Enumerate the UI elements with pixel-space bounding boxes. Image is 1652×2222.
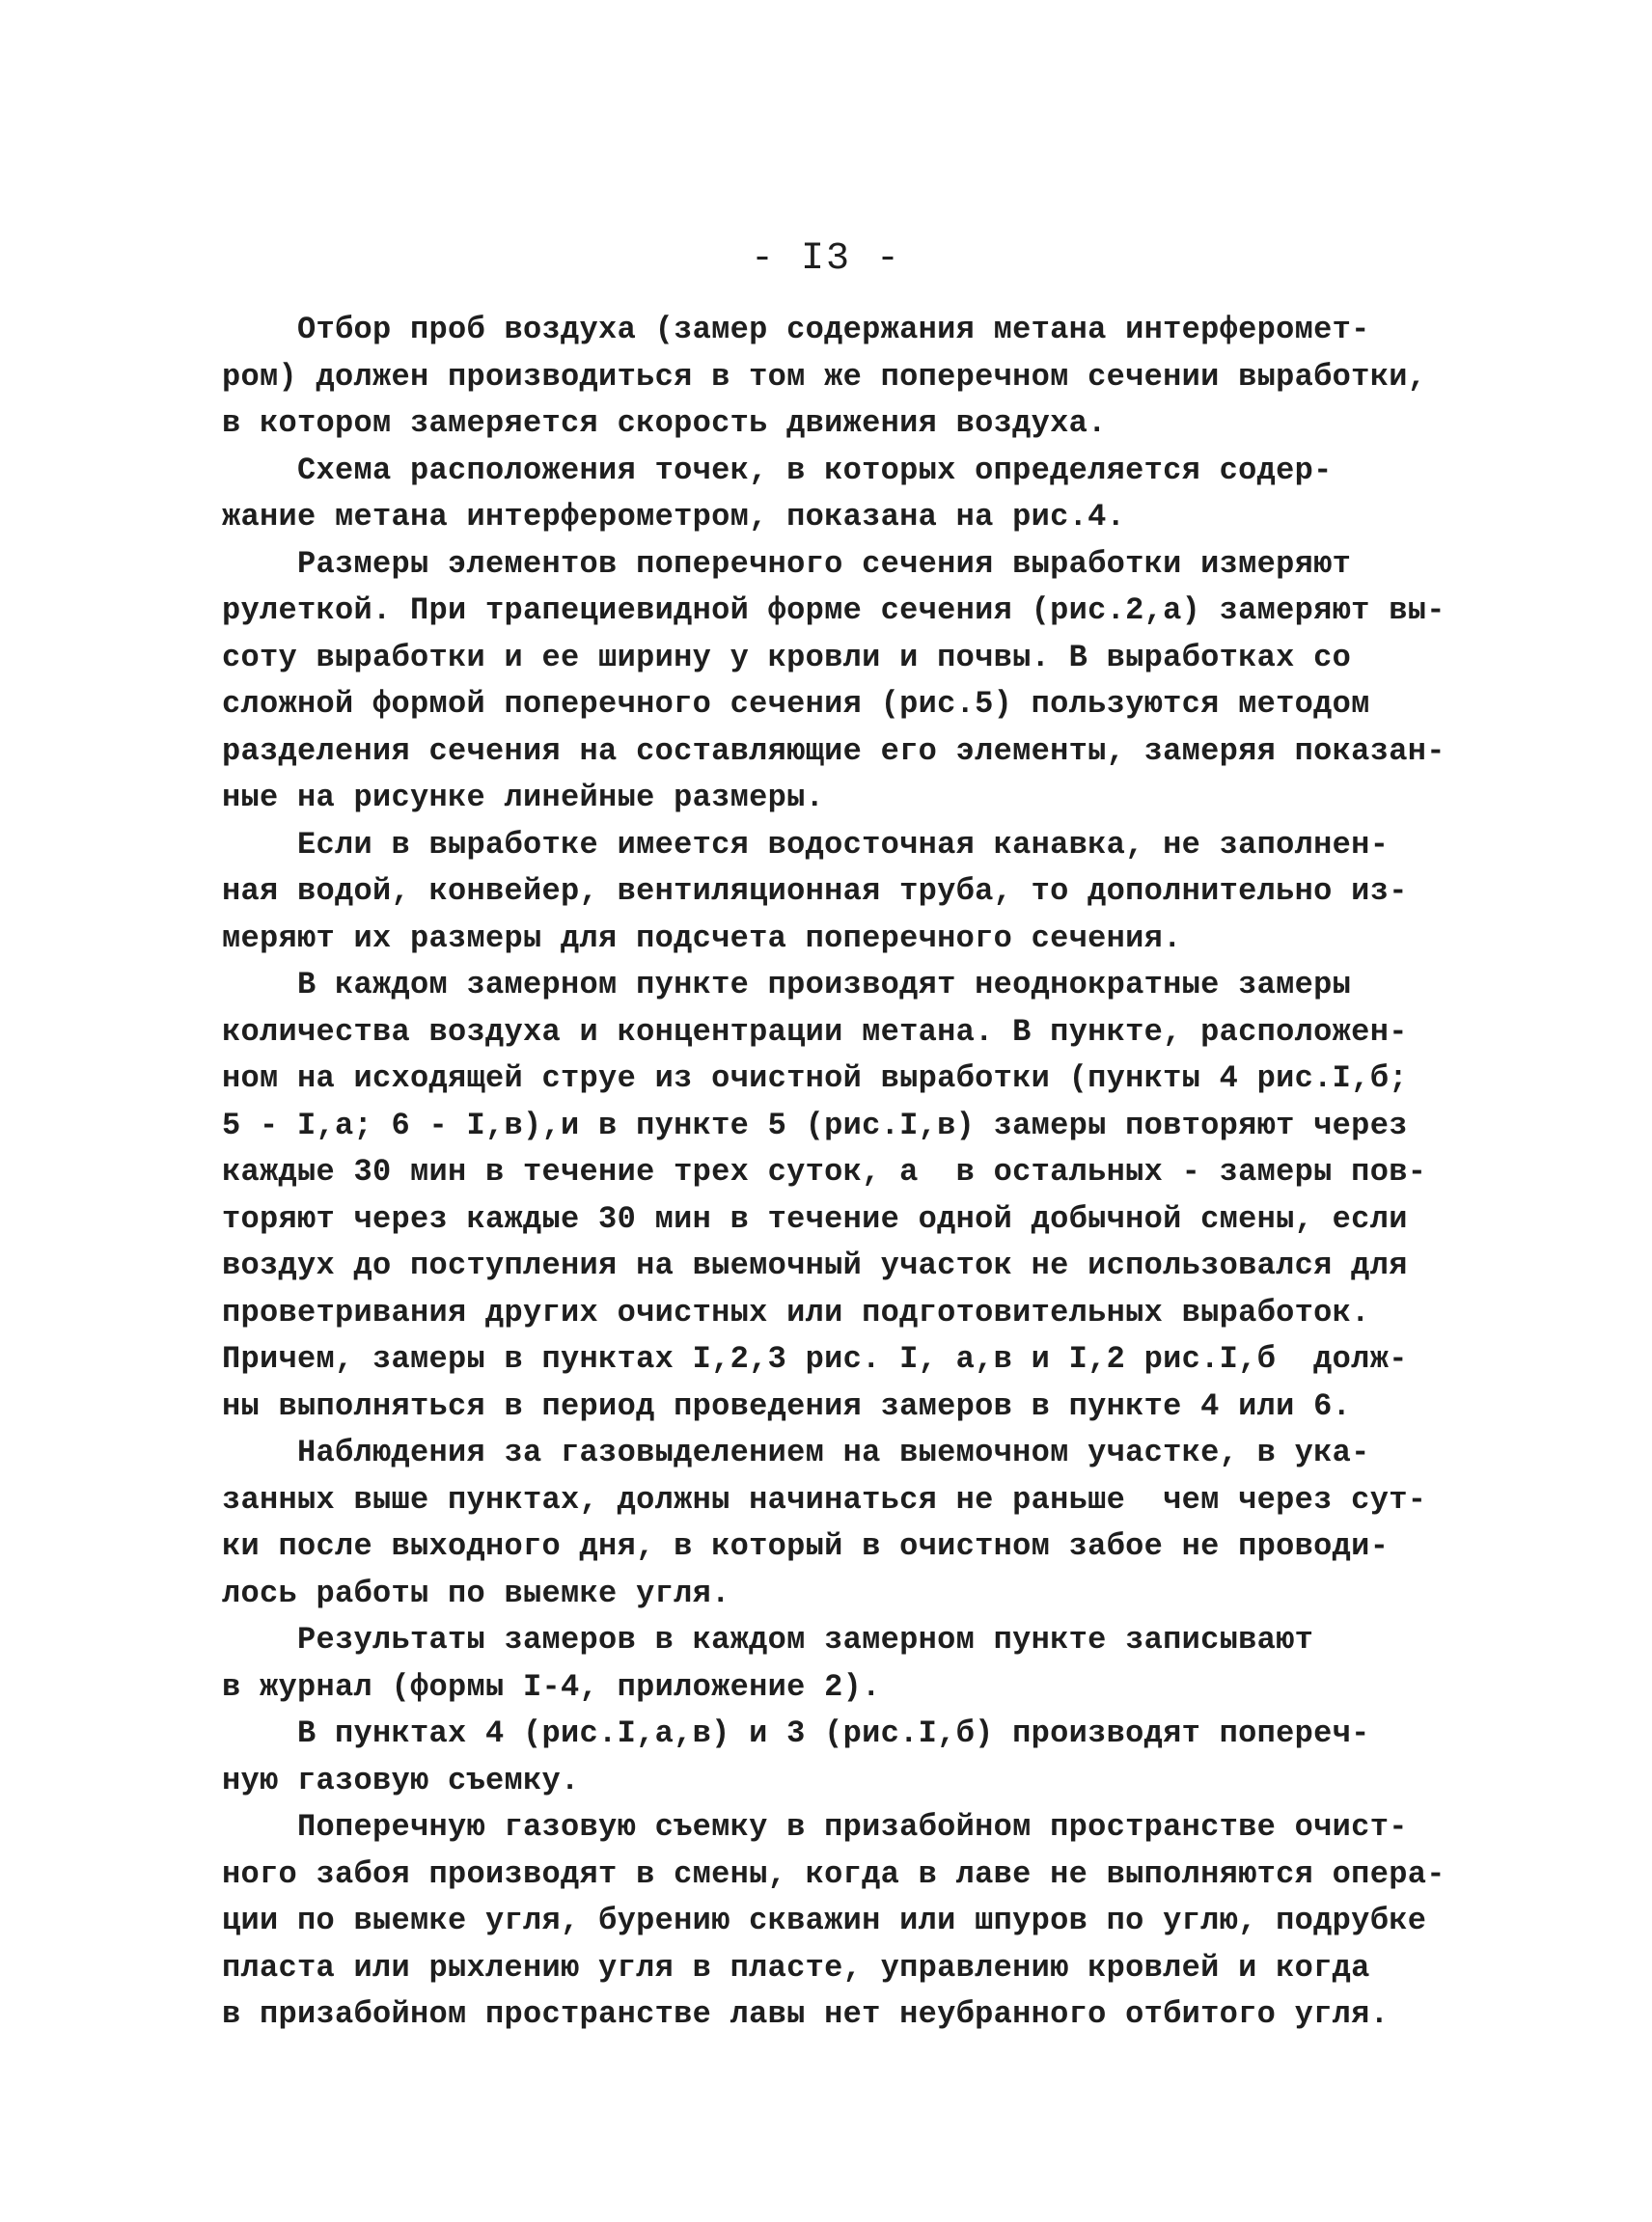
text-line: количества воздуха и концентрации метана. В пункте, расположен- xyxy=(222,1013,1408,1050)
text-line: В каждом замерном пункте производят неоднократные замеры xyxy=(222,967,1352,1002)
text-line: сложной формой поперечного сечения (рис.5) пользуются методом xyxy=(222,686,1370,722)
text-line: воздух до поступления на выемочный участок не использовался для xyxy=(222,1248,1408,1283)
text-line: лось работы по выемке угля. xyxy=(222,1575,730,1611)
text-line: торяют через каждые 30 мин в течение одной добычной смены, если xyxy=(222,1200,1408,1237)
paragraph-section-dimensions xyxy=(222,541,1467,822)
paragraph-drainage-channel xyxy=(222,822,1467,963)
text-line: Если в выработке имеется водосточная канавка, не заполнен- xyxy=(222,826,1390,863)
text-line: в журнал (формы I-4, приложение 2). xyxy=(222,1668,881,1705)
text-line: Причем, замеры в пунктах I,2,3 рис. I, а,в и I,2 рис.I,б долж- xyxy=(222,1341,1408,1377)
text-line: Наблюдения за газовыделением на выемочном участке, в ука- xyxy=(222,1435,1370,1470)
text-line: проветривания других очистных или подготовительных выработок. xyxy=(222,1294,1370,1330)
text-line: разделения сечения на составляющие его элементы, замеряя показан- xyxy=(222,732,1446,769)
text-line: занных выше пунктах, должны начинаться не раньше чем через сут- xyxy=(222,1481,1427,1518)
text-line: Схема расположения точек, в которых определяется содер- xyxy=(222,452,1333,488)
text-line: ром) должен производиться в том же поперечном сечении выработки, xyxy=(222,358,1427,395)
text-line: 5 - I,а; 6 - I,в),и в пункте 5 (рис.I,в) замеры повторяют через xyxy=(222,1107,1408,1143)
paragraph-gas-observations xyxy=(222,1430,1467,1617)
text-line: ные на рисунке линейные размеры. xyxy=(222,780,825,815)
text-line: ны выполняться в период проведения замеров в пункте 4 или 6. xyxy=(222,1387,1352,1424)
text-line: каждые 30 мин в течение трех суток, а в остальных - замеры пов- xyxy=(222,1154,1427,1190)
text-line: в котором замеряется скорость движения воздуха. xyxy=(222,405,1107,441)
text-line: ки после выходного дня, в который в очистном забое не проводи- xyxy=(222,1528,1390,1564)
text-line: рулеткой. При трапециевидной форме сечения (рис.2,а) замеряют вы- xyxy=(222,592,1446,628)
text-line: Поперечную газовую съемку в призабойном пространстве очист- xyxy=(222,1809,1408,1845)
text-line: ном на исходящей струе из очистной выработки (пункты 4 рис.I,б; xyxy=(222,1060,1408,1096)
text-line: В пунктах 4 (рис.I,а,в) и 3 (рис.I,б) производят попереч- xyxy=(222,1715,1370,1751)
text-line: Размеры элементов поперечного сечения выработки измеряют xyxy=(222,545,1352,582)
paragraph-air-sampling xyxy=(222,307,1467,448)
text-line: Отбор проб воздуха (замер содержания метана интерферомет- xyxy=(222,312,1370,347)
text-line: ную газовую съемку. xyxy=(222,1762,580,1798)
paragraph-repeated-measurements xyxy=(222,962,1467,1430)
paragraph-cross-survey-conditions xyxy=(222,1804,1467,2039)
text-line: соту выработки и ее ширину у кровли и почвы. В выработках со xyxy=(222,639,1352,675)
paragraph-results-journal xyxy=(222,1617,1467,1711)
page-number: - I3 - xyxy=(750,237,902,281)
text-line: ная водой, конвейер, вентиляционная труба, то дополнительно из- xyxy=(222,873,1408,909)
text-line: пласта или рыхлению угля в пласте, управлению кровлей и когда xyxy=(222,1949,1370,1986)
text-line: Результаты замеров в каждом замерном пункте записывают xyxy=(222,1622,1314,1658)
paragraph-point-layout xyxy=(222,448,1467,541)
paragraph-cross-survey-points xyxy=(222,1711,1467,1804)
text-line: меряют их размеры для подсчета поперечного сечения. xyxy=(222,919,1182,956)
text-line: ции по выемке угля, бурению скважин или шпуров по углю, подрубке xyxy=(222,1903,1427,1938)
text-line: жание метана интерферометром, показана на рис.4. xyxy=(222,499,1126,535)
text-line: в призабойном пространстве лавы нет неубранного отбитого угля. xyxy=(222,1996,1390,2032)
text-line: ного забоя производят в смены, когда в лаве не выполняются опера- xyxy=(222,1855,1446,1892)
document-body xyxy=(222,307,1467,2039)
